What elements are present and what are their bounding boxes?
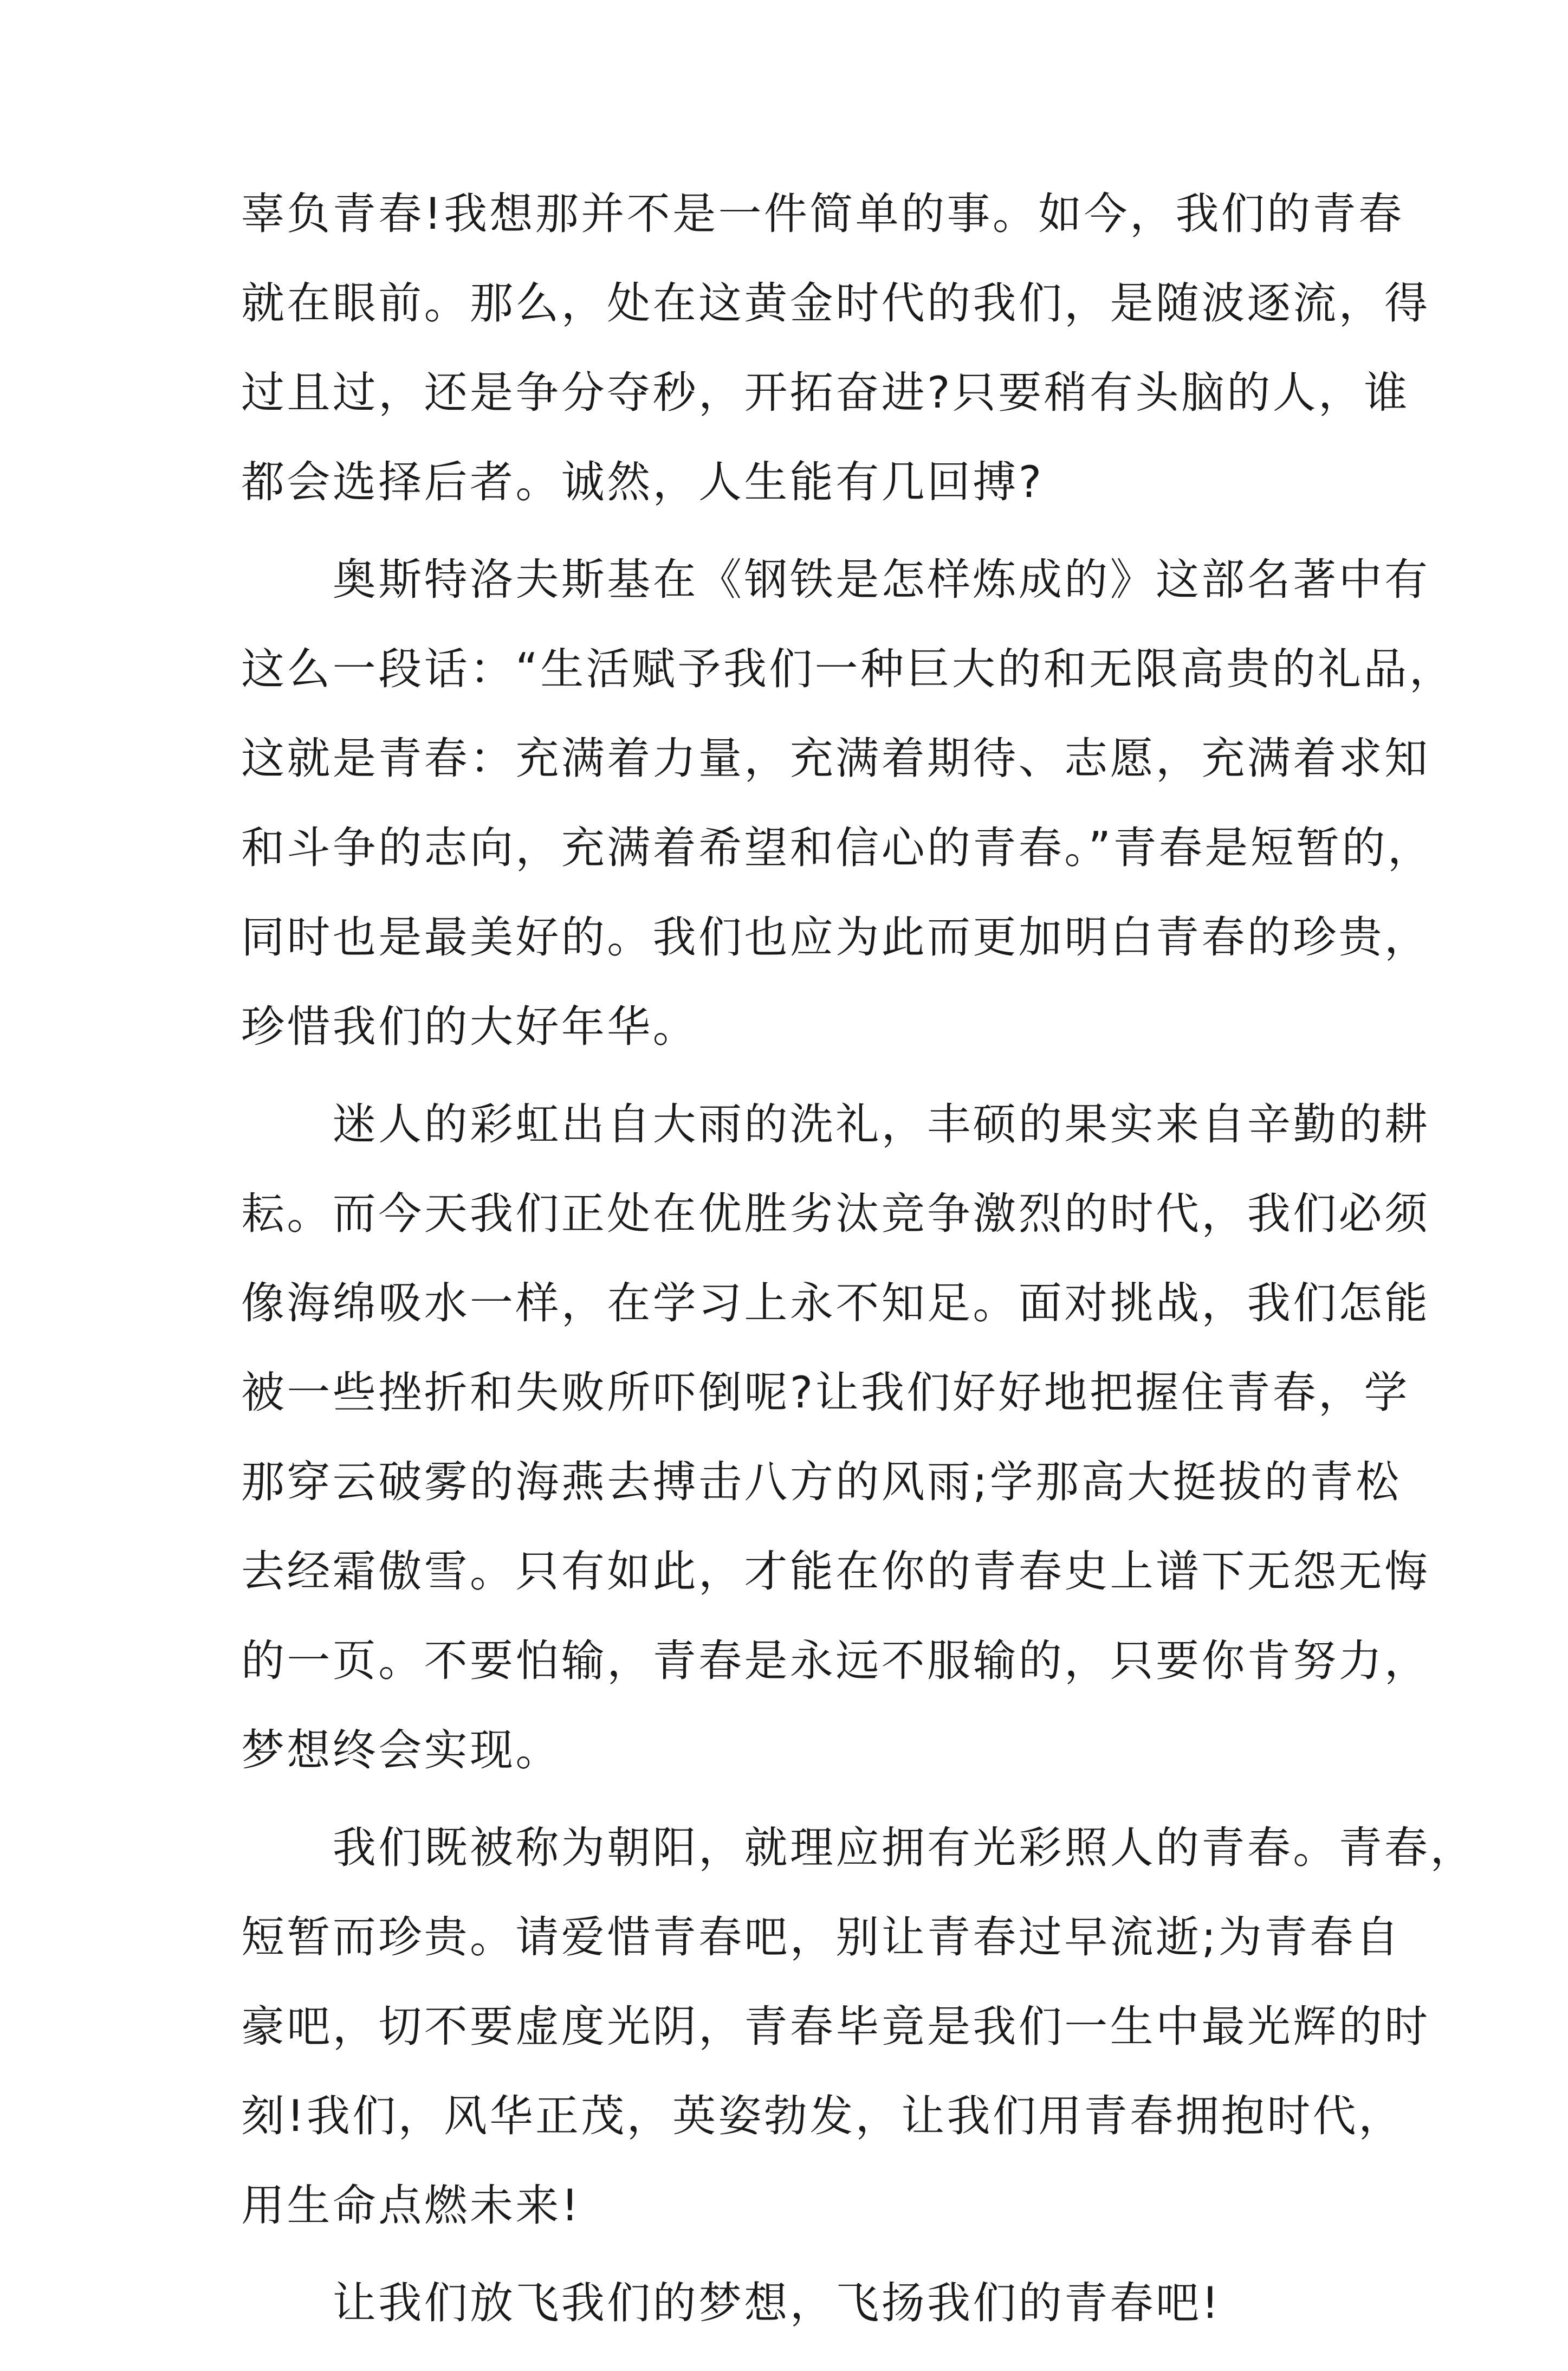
text-line: 用生命点燃未来! (241, 2180, 581, 2231)
text-line: 都会选择后者。诚然，人生能有几回搏? (241, 457, 1044, 507)
text-line: 和斗争的志向，充满着希望和信心的青春。”青春是短暂的， (241, 823, 1434, 873)
text-line: 珍惜我们的大好年华。 (241, 1002, 698, 1052)
text-line: 让我们放飞我们的梦想，飞扬我们的青春吧! (241, 2278, 1221, 2328)
text-line: 的一页。不要怕输，青春是永远不服输的，只要你肯努力， (241, 1636, 1430, 1686)
text-line: 耘。而今天我们正处在优胜劣汰竞争激烈的时代，我们必须 (241, 1188, 1430, 1239)
text-line: 豪吧，切不要虚度光阴，青春毕竟是我们一生中最光辉的时 (241, 2001, 1430, 2052)
text-line: 过且过，还是争分夺秒，开拓奋进?只要稍有头脑的人，谁 (241, 367, 1410, 418)
body-text (241, 189, 1476, 2371)
text-line: 刻!我们，风华正茂，英姿勃发，让我们用青春拥抱时代， (241, 2091, 1404, 2141)
text-line: 我们既被称为朝阳，就理应拥有光彩照人的青春。青春， (241, 1823, 1476, 1873)
text-line: 被一些挫折和失败所吓倒呢?让我们好好地把握住青春，学 (241, 1367, 1410, 1418)
text-line: 像海绵吸水一样，在学习上永不知足。面对挑战，我们怎能 (241, 1278, 1430, 1328)
text-line: 奥斯特洛夫斯基在《钢铁是怎样炼成的》这部名著中有 (241, 554, 1430, 605)
text-line: 去经霜傲雪。只有如此，才能在你的青春史上谱下无怨无悔 (241, 1546, 1430, 1597)
text-line: 迷人的彩虹出自大雨的洗礼，丰硕的果实来自辛勤的耕 (241, 1099, 1430, 1149)
text-line: 就在眼前。那么，处在这黄金时代的我们，是随波逐流，得 (241, 278, 1430, 328)
text-line: 这就是青春：充满着力量，充满着期待、志愿，充满着求知 (241, 733, 1430, 784)
text-line: 同时也是最美好的。我们也应为此而更加明白青春的珍贵， (241, 912, 1430, 962)
text-line: 短暂而珍贵。请爱惜青春吧，别让青春过早流逝;为青春自 (241, 1912, 1402, 1962)
text-line: 这么一段话：“生活赋予我们一种巨大的和无限高贵的礼品， (241, 644, 1455, 694)
text-line: 梦想终会实现。 (241, 1725, 561, 1775)
text-line: 辜负青春!我想那并不是一件简单的事。如今，我们的青春 (241, 189, 1404, 239)
text-line: 那穿云破雾的海燕去搏击八方的风雨;学那高大挺拔的青松 (241, 1457, 1402, 1507)
